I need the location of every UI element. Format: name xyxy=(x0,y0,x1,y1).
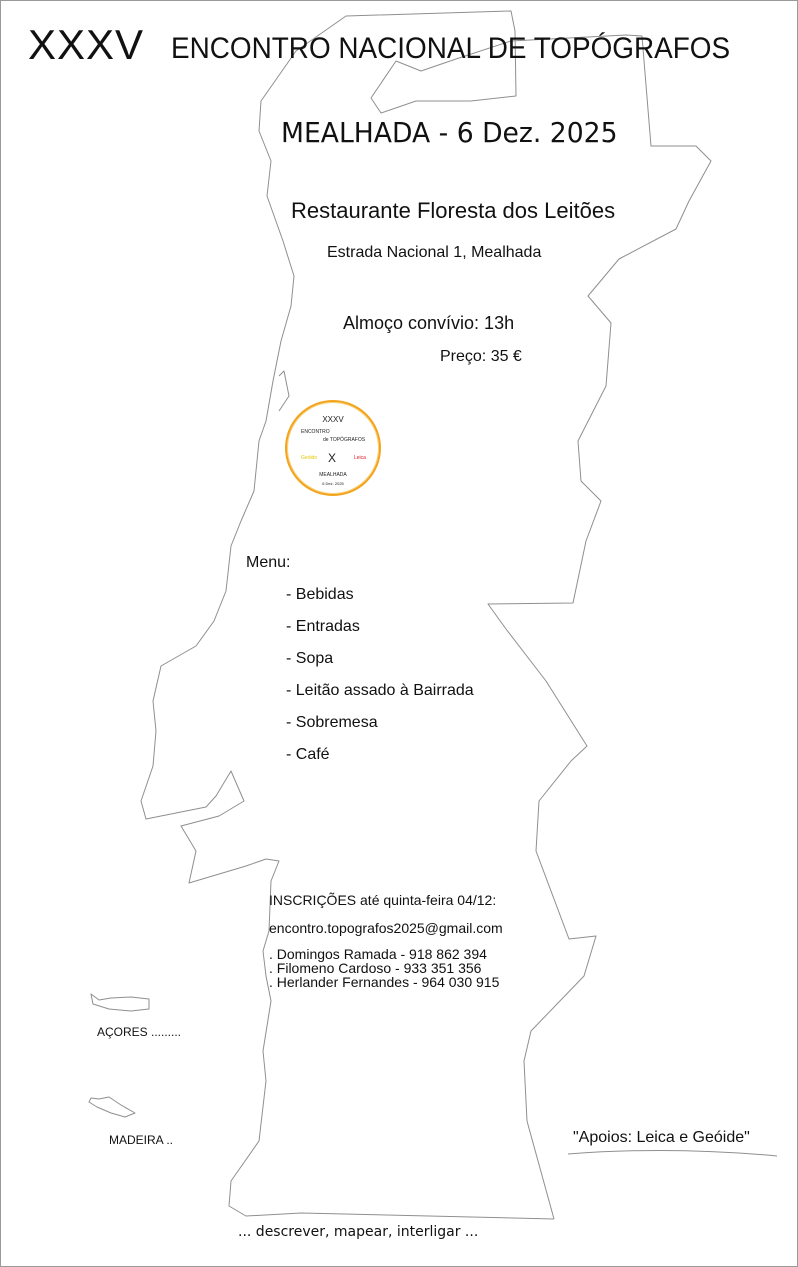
menu-item: - Entradas xyxy=(286,618,360,635)
menu-item: - Bebidas xyxy=(286,586,354,603)
badge-date: 6 Dez. 2025 xyxy=(322,481,344,486)
venue-name: Restaurante Floresta dos Leitões xyxy=(291,198,616,223)
peniche xyxy=(279,371,289,411)
menu-item: - Sopa xyxy=(286,650,334,667)
western-coast xyxy=(141,11,554,1219)
badge-line2: de TOPÓGRAFOS xyxy=(323,437,366,443)
event-location-date: MEALHADA - 6 Dez. 2025 xyxy=(281,116,618,149)
venue-address: Estrada Nacional 1, Mealhada xyxy=(327,244,542,261)
price: Preço: 35 € xyxy=(440,348,522,365)
contact-line: . Filomeno Cardoso - 933 351 356 xyxy=(269,960,482,976)
badge-roman: XXXV xyxy=(322,415,344,424)
lunch-time: Almoço convívio: 13h xyxy=(343,313,515,333)
menu-item: - Sobremesa xyxy=(286,714,378,731)
contact-line: . Herlander Fernandes - 964 030 915 xyxy=(269,974,500,990)
badge-place: MEALHADA xyxy=(319,472,347,478)
menu-item: - Leitão assado à Bairrada xyxy=(286,682,474,699)
madeira-label: MADEIRA .. xyxy=(109,1133,174,1147)
badge-left-text: Geóide xyxy=(301,455,318,461)
madeira-island xyxy=(89,1097,135,1117)
contact-line: . Domingos Ramada - 918 862 394 xyxy=(269,946,487,962)
menu-title: Menu: xyxy=(246,554,291,571)
registration-email[interactable]: encontro.topografos2025@gmail.com xyxy=(269,920,503,936)
apoios-underline xyxy=(568,1150,777,1156)
acores-label: AÇORES ......... xyxy=(97,1025,182,1039)
edition-numeral: XXXV xyxy=(28,21,145,68)
page-title: ENCONTRO NACIONAL DE TOPÓGRAFOS xyxy=(171,32,731,65)
badge-line1: ENCONTRO xyxy=(301,429,330,435)
menu-item: - Café xyxy=(286,746,330,763)
event-badge-logo xyxy=(285,400,381,496)
slogan: ... descrever, mapear, interligar ... xyxy=(238,1224,479,1240)
sponsors-note: "Apoios: Leica e Geóide" xyxy=(573,1129,750,1146)
acores-island xyxy=(91,994,149,1011)
badge-symbol-icon: X xyxy=(328,451,337,465)
registration-heading: INSCRIÇÕES até quinta-feira 04/12: xyxy=(269,892,497,908)
portugal-map-outline xyxy=(1,1,797,1266)
badge-right-text: Leica xyxy=(354,455,366,461)
